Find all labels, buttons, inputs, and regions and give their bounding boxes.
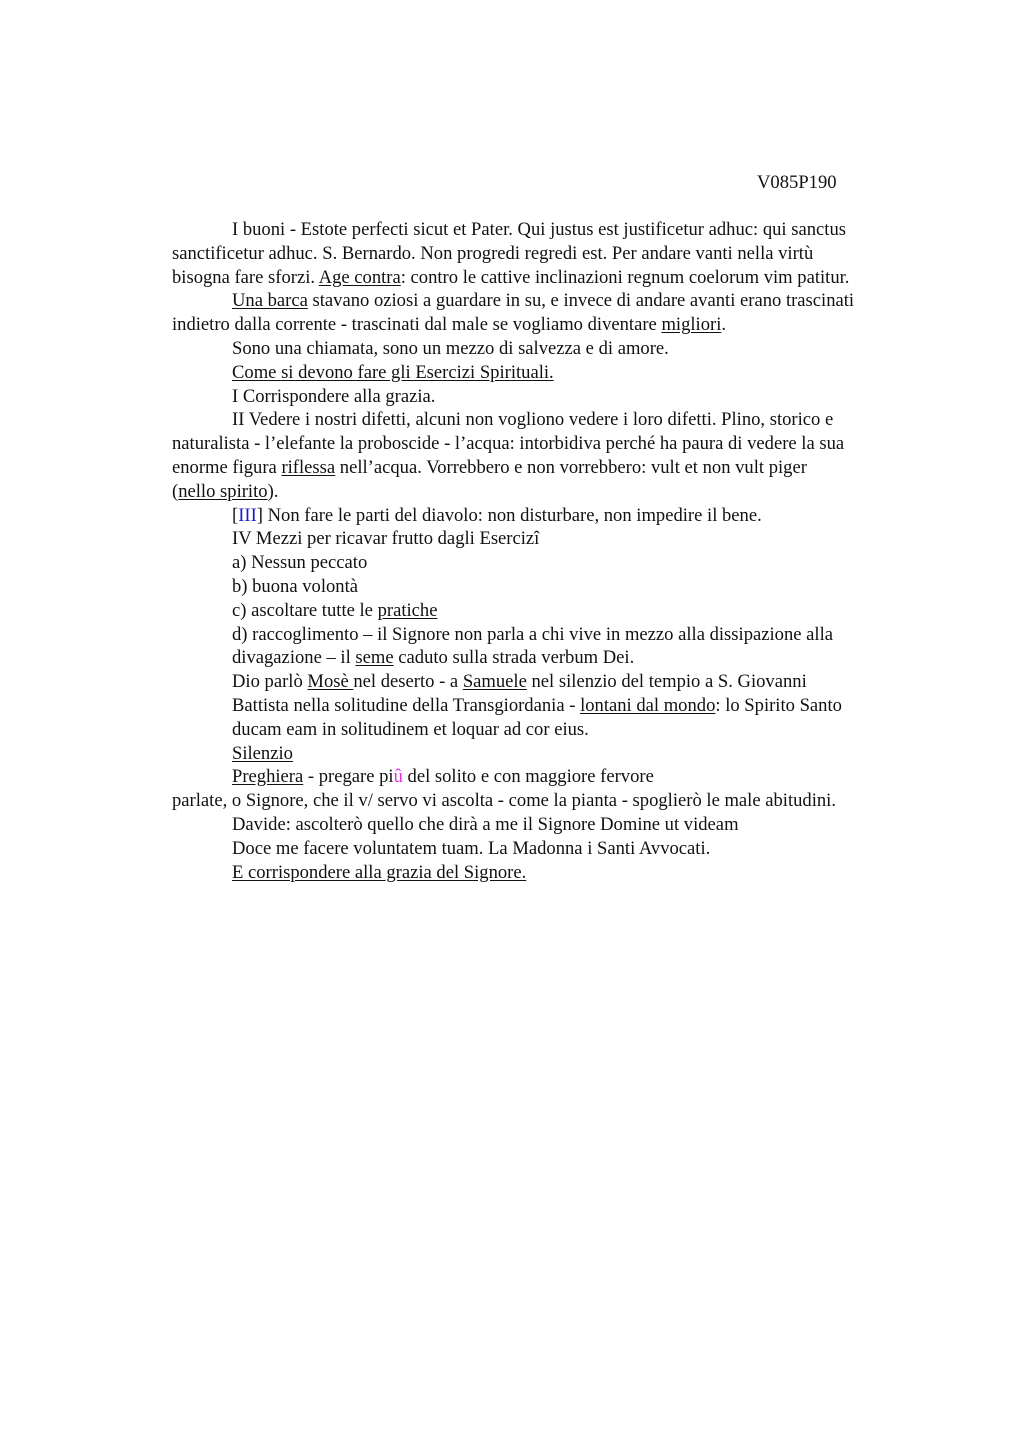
underlined-text: Silenzio xyxy=(232,742,293,764)
text-run: ] Non fare le parti del diavolo: non disturbare, non impedire il bene. xyxy=(256,504,762,526)
text-run: del solito e con maggiore fervore xyxy=(402,766,654,788)
text-run: Doce me facere voluntatem tuam. La Madonna i Santi Avvocati. xyxy=(232,837,711,859)
text-run: II Vedere i nostri difetti, alcuni non vogliono vedere i loro difetti. Plino, storico e xyxy=(232,409,834,431)
text-line xyxy=(172,551,932,575)
underlined-text: seme xyxy=(355,647,394,669)
text-line xyxy=(172,432,932,456)
text-run: stavano oziosi a guardare in su, e invece di andare avanti erano trascinati xyxy=(307,290,855,312)
text-run: a) Nessun peccato xyxy=(232,552,368,574)
text-line xyxy=(172,789,932,813)
text-line xyxy=(172,361,932,385)
underlined-text: Una barca xyxy=(232,290,308,312)
text-line xyxy=(172,266,932,290)
colored-text: û xyxy=(393,766,403,788)
text-line xyxy=(172,861,932,885)
underlined-text: migliori xyxy=(661,314,722,336)
underlined-text: Age contra xyxy=(318,266,401,288)
text-run: divagazione – il xyxy=(232,647,356,669)
underlined-text: Preghiera xyxy=(232,766,304,788)
text-line xyxy=(172,646,932,670)
document-body xyxy=(172,218,932,884)
text-line xyxy=(172,527,932,551)
text-run: sanctificetur adhuc. S. Bernardo. Non progredi regredi est. Per andare vanti nella virtù xyxy=(172,242,814,264)
text-run: c) ascoltare tutte le xyxy=(232,599,378,621)
text-run: nel silenzio del tempio a S. Giovanni xyxy=(526,671,807,693)
text-line xyxy=(172,408,932,432)
text-run: : lo Spirito Santo xyxy=(715,694,842,716)
text-run: enorme figura xyxy=(172,456,282,478)
text-run: indietro dalla corrente - trascinati dal male se vogliamo diventare xyxy=(172,314,662,336)
text-run: Sono una chiamata, sono un mezzo di salvezza e di amore. xyxy=(232,337,669,359)
underlined-text: lontani dal mondo xyxy=(580,694,716,716)
text-line xyxy=(172,480,932,504)
text-line xyxy=(172,337,932,361)
text-run: bisogna fare sforzi. xyxy=(172,266,319,288)
text-run: Battista nella solitudine della Transgiordania - xyxy=(232,694,581,716)
text-line xyxy=(172,313,932,337)
text-line xyxy=(172,504,932,528)
text-run: nel deserto - a xyxy=(353,671,463,693)
text-run: - pregare pi xyxy=(303,766,394,788)
text-line xyxy=(172,813,932,837)
text-run: I buoni - Estote perfecti sicut et Pater. Qui justus est justificetur adhuc: qui sanctus xyxy=(232,219,846,240)
text-run: nell’acqua. Vorrebbero e non vorrebbero: vult et non vult piger xyxy=(335,456,807,478)
underlined-text: nello spirito xyxy=(178,480,268,502)
underlined-text: Come si devono fare gli Esercizi Spirituali. xyxy=(232,361,554,383)
text-line xyxy=(172,623,932,647)
text-run: ( xyxy=(172,480,179,502)
text-line xyxy=(172,765,932,789)
text-line xyxy=(172,670,932,694)
text-run: [ xyxy=(232,504,239,526)
text-run: Davide: ascolterò quello che dirà a me il Signore Domine ut videam xyxy=(232,813,739,835)
text-run: caduto sulla strada verbum Dei. xyxy=(393,647,635,669)
text-run: Dio parlò xyxy=(232,671,308,693)
text-run: I Corrispondere alla grazia. xyxy=(232,385,436,407)
underlined-text: Mosè xyxy=(307,671,354,693)
underlined-text: riflessa xyxy=(281,456,336,478)
text-line xyxy=(172,289,932,313)
text-run: naturalista - l’elefante la proboscide - l’acqua: intorbidiva perché ha paura di vedere la sua xyxy=(172,433,845,455)
text-line xyxy=(172,242,932,266)
text-line xyxy=(172,575,932,599)
underlined-text: pratiche xyxy=(377,599,438,621)
underlined-text: Samuele xyxy=(462,671,527,693)
text-run: ). xyxy=(267,480,279,502)
text-run: : contro le cattive inclinazioni regnum coelorum vim patitur. xyxy=(400,266,850,288)
colored-text: III xyxy=(238,504,257,526)
text-run: ducam eam in solitudinem et loquar ad cor eius. xyxy=(232,718,589,740)
text-line xyxy=(172,742,932,766)
text-run: . xyxy=(721,314,727,336)
text-line xyxy=(172,456,932,480)
text-line xyxy=(172,385,932,409)
text-run: IV Mezzi per ricavar frutto dagli Esercizi xyxy=(232,528,540,550)
text-line xyxy=(172,837,932,861)
text-line xyxy=(172,694,932,718)
page-id: V085P190 xyxy=(757,172,837,193)
text-line xyxy=(172,599,932,623)
text-run: d) raccoglimento – il Signore non parla a chi vive in mezzo alla dissipazione alla xyxy=(232,623,833,645)
text-run: b) buona volontà xyxy=(232,575,358,597)
underlined-text: E corrispondere alla grazia del Signore. xyxy=(232,861,527,883)
text-run: parlate, o Signore, che il v/ servo vi ascolta - come la pianta - spoglierò le male abitudini. xyxy=(172,790,837,812)
text-line xyxy=(172,218,932,242)
text-line xyxy=(172,718,932,742)
